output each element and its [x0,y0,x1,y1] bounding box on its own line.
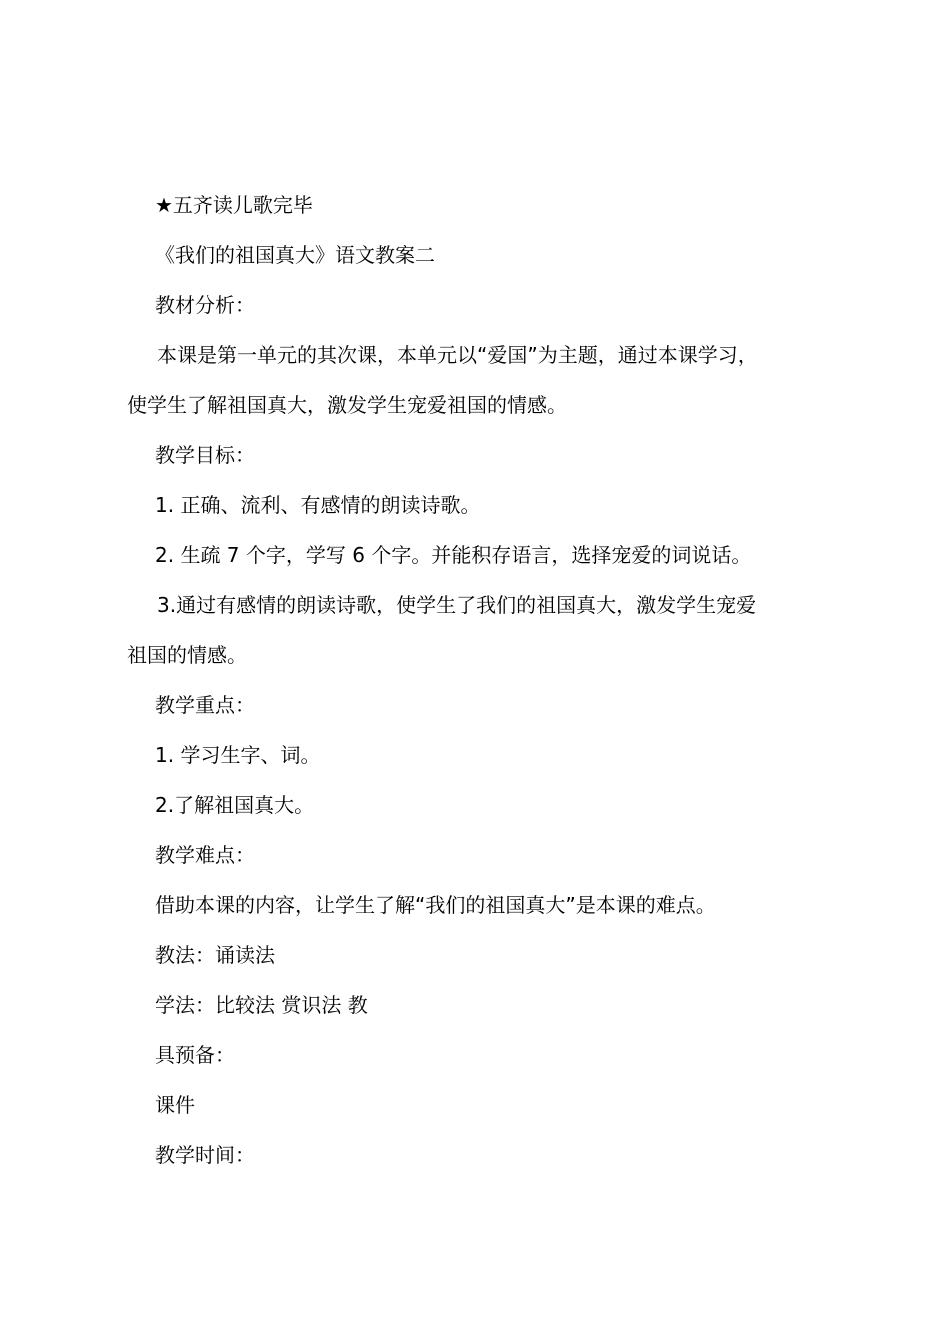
paragraph-star-line: ★五齐读儿歌完毕 [155,193,313,217]
goal-item-3-line-1: 3.通过有感情的朗读诗歌，使学生了我们的祖国真大，激发学生宠爱 [157,593,757,617]
paragraph-material-line-1: 本课是第一单元的其次课，本单元以“爱国”为主题，通过本课学习， [157,343,758,367]
key-point-item-1: 1. 学习生字、词。 [155,743,321,767]
goal-item-3-line-2: 祖国的情感。 [127,643,247,667]
section-heading-difficulties: 教学难点： [155,843,255,867]
section-heading-teaching-goals: 教学目标： [155,443,255,467]
lesson-title: 《我们的祖国真大》语文教案二 [155,243,435,267]
difficulty-text: 借助本课的内容，让学生了解“我们的祖国真大”是本课的难点。 [155,893,716,917]
section-heading-teaching-time: 教学时间： [155,1143,255,1167]
goal-item-2: 2. 生疏 7 个字，学写 6 个字。并能积存语言，选择宠爱的词说话。 [155,543,752,567]
paragraph-material-line-2: 使学生了解祖国真大，激发学生宠爱祖国的情感。 [127,393,567,417]
section-heading-key-points: 教学重点： [155,693,255,717]
teaching-method: 教法：诵读法 [155,943,275,967]
section-heading-preparation: 具预备： [155,1043,235,1067]
preparation-item: 课件 [155,1093,195,1117]
learning-method: 学法：比较法 赏识法 教 [155,993,368,1017]
key-point-item-2: 2.了解祖国真大。 [155,793,315,817]
section-heading-material-analysis: 教材分析： [155,293,255,317]
goal-item-1: 1. 正确、流利、有感情的朗读诗歌。 [155,493,481,517]
